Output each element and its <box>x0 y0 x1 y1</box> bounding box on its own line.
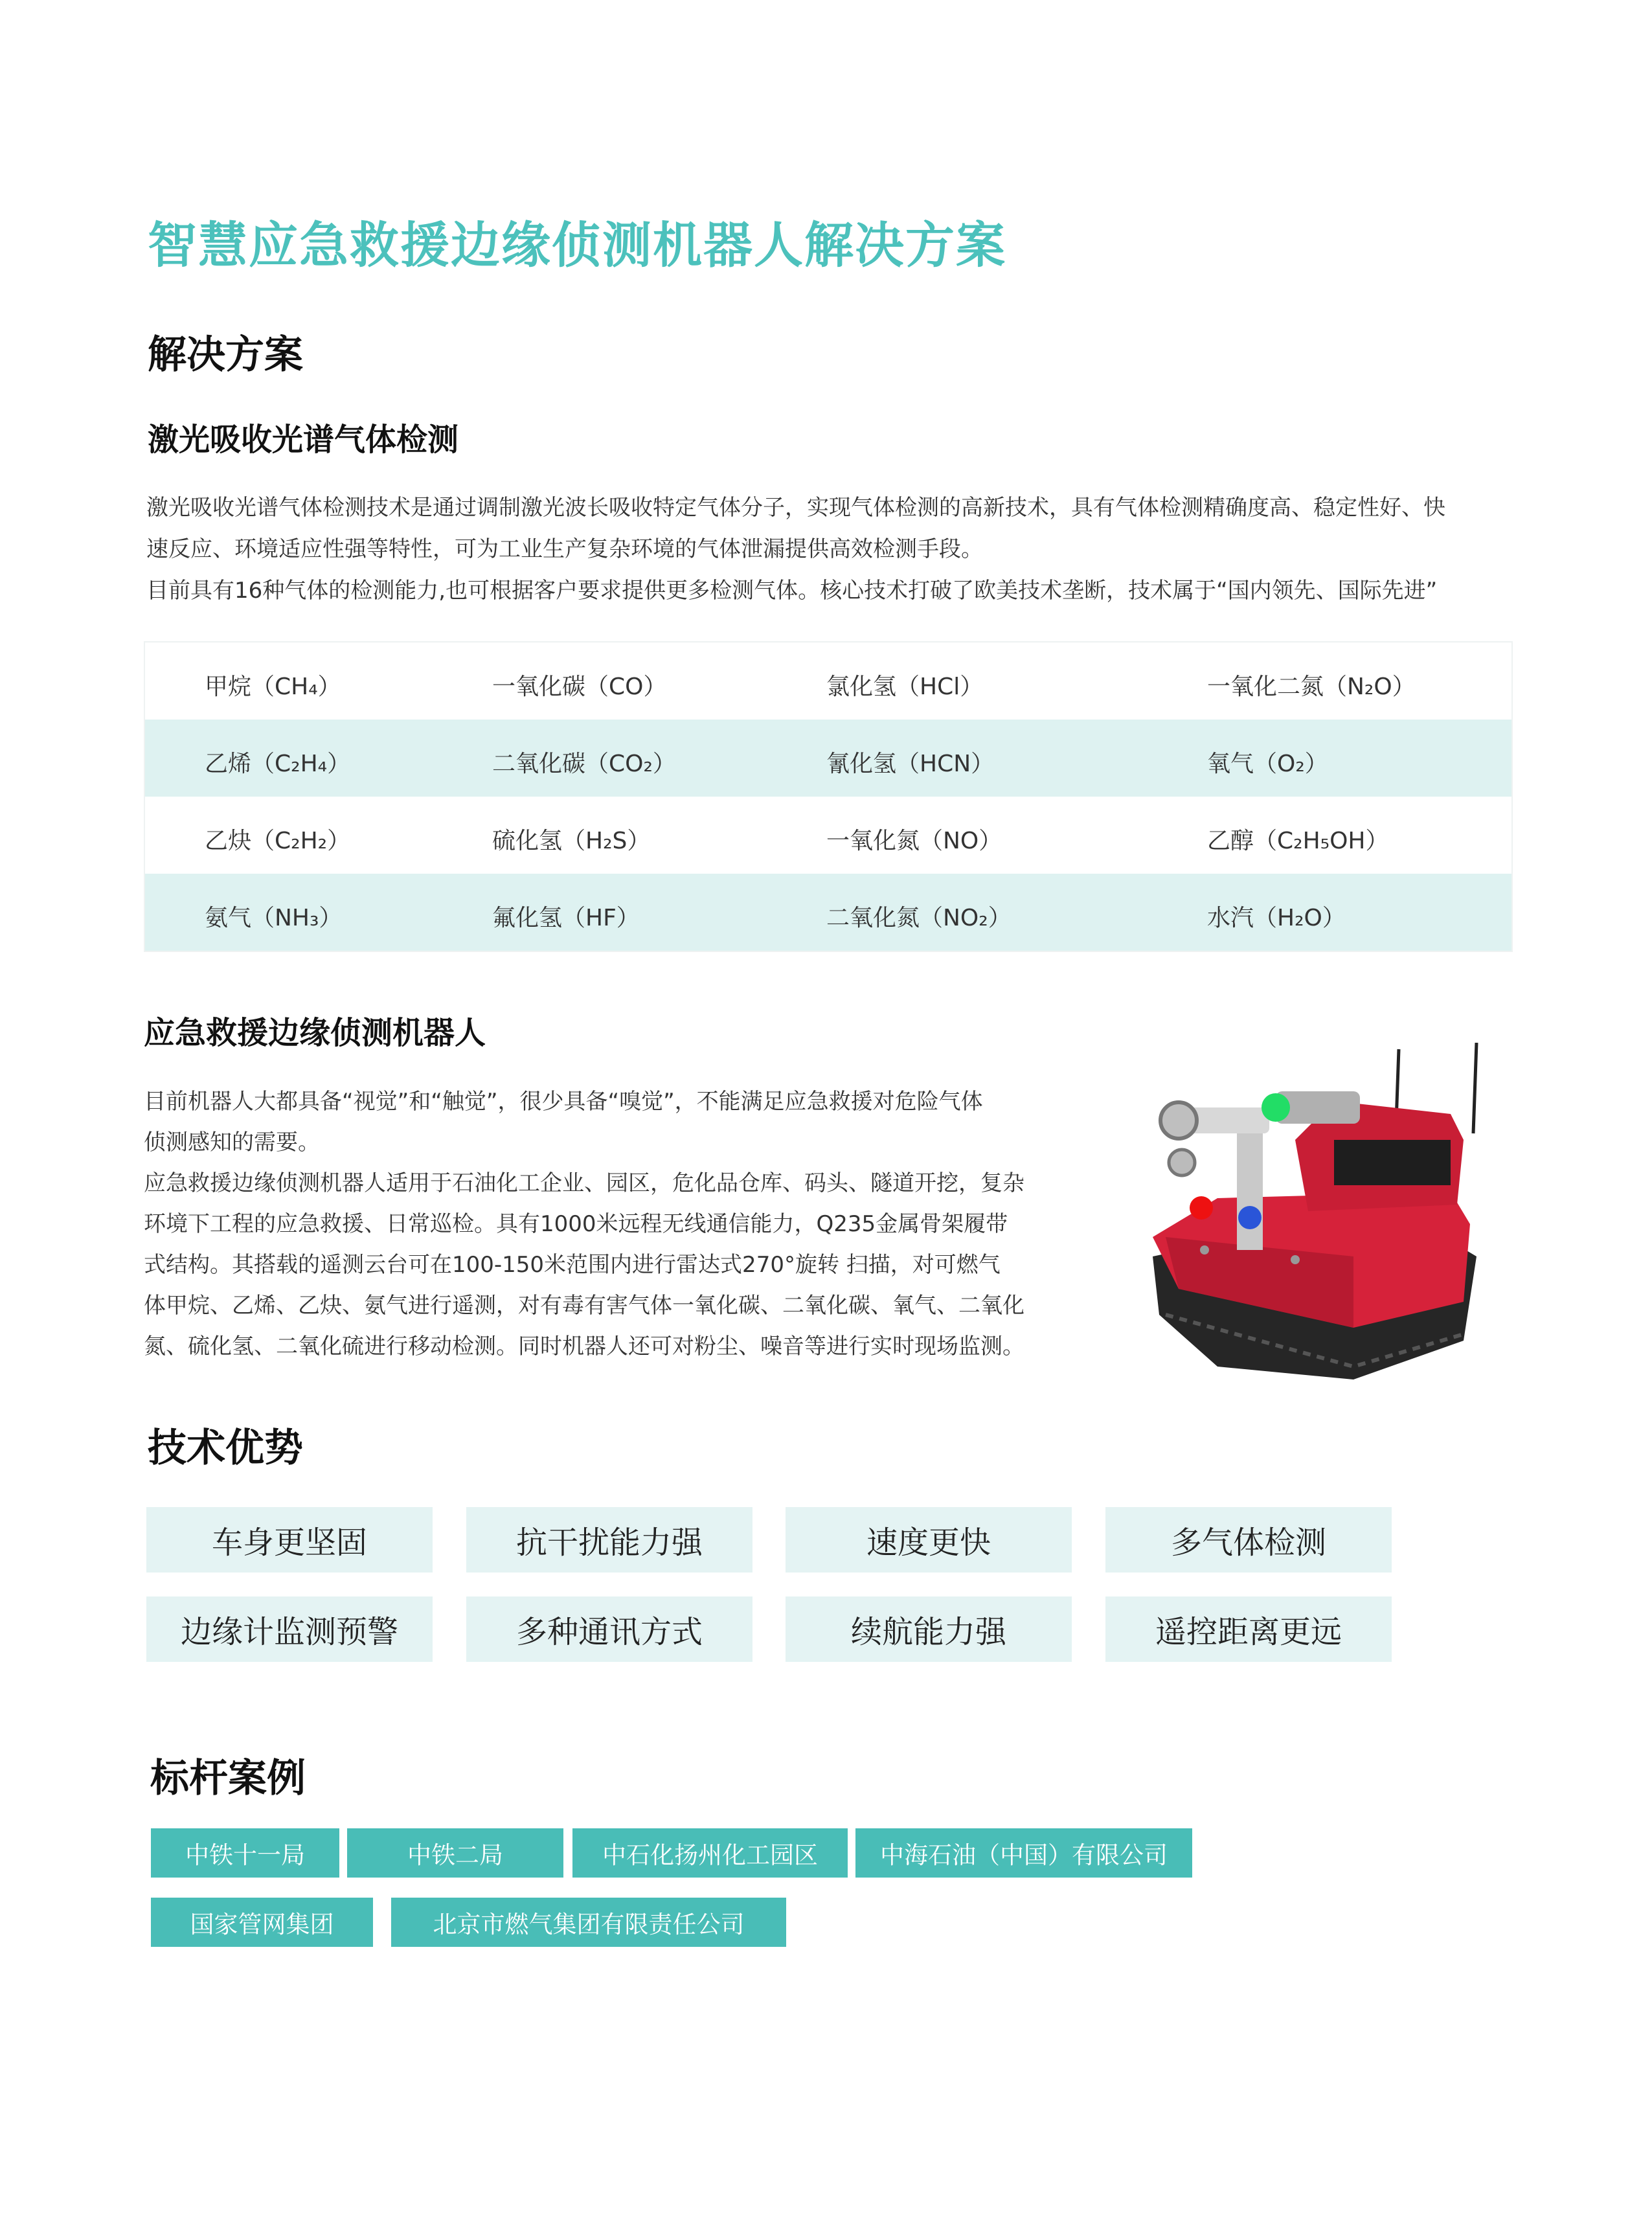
advantage-tag: 速度更快 <box>786 1507 1072 1573</box>
case-tag: 北京市燃气集团有限责任公司 <box>391 1898 786 1947</box>
robot-line: 目前机器人大都具备“视觉”和“触觉”，很少具备“嗅觉”，不能满足应急救援对危险气体 <box>144 1089 983 1115</box>
gas-cell: 甲烷（CH₄） <box>205 674 341 700</box>
subheading-laser: 激光吸收光谱气体检测 <box>148 422 459 458</box>
advantage-tag: 多种通讯方式 <box>466 1596 752 1662</box>
gas-cell: 氯化氢（HCl） <box>826 674 984 700</box>
case-tag: 中石化扬州化工园区 <box>572 1828 848 1878</box>
page-title: 智慧应急救援边缘侦测机器人解决方案 <box>148 216 1006 274</box>
gas-cell: 一氧化氮（NO） <box>826 828 1002 854</box>
case-tag: 国家管网集团 <box>151 1898 373 1947</box>
gas-cell: 氰化氢（HCN） <box>826 751 995 777</box>
case-tag: 中铁二局 <box>347 1828 563 1878</box>
advantage-tag: 边缘计监测预警 <box>146 1596 433 1662</box>
robot-line: 氮、硫化氢、二氧化硫进行移动检测。同时机器人还可对粉尘、噪音等进行实时现场监测。 <box>144 1334 1024 1359</box>
robot-line: 式结构。其搭载的遥测云台可在100-150米范围内进行雷达式270°旋转 扫描，对可燃气 <box>144 1252 1001 1278</box>
laser-line: 目前具有16种气体的检测能力,也可根据客户要求提供更多检测气体。核心技术打破了欧美技术垄断，技术属于“国内领先、国际先进” <box>146 578 1438 604</box>
advantage-tag: 抗干扰能力强 <box>466 1507 752 1573</box>
section-heading-advantages: 技术优势 <box>148 1425 303 1471</box>
gas-table <box>144 641 1513 952</box>
gas-cell: 一氧化碳（CO） <box>492 674 667 700</box>
laser-line: 激光吸收光谱气体检测技术是通过调制激光波长吸收特定气体分子，实现气体检测的高新技术，具有气体检测精确度高、稳定性好、快 <box>146 495 1445 521</box>
gas-cell: 水汽（H₂O） <box>1207 905 1346 931</box>
gas-cell: 氨气（NH₃） <box>205 905 343 931</box>
robot-line: 侦测感知的需要。 <box>144 1130 320 1155</box>
gas-cell: 乙炔（C₂H₂） <box>205 828 351 854</box>
advantage-tag: 车身更坚固 <box>146 1507 433 1573</box>
case-tag: 中海石油（中国）有限公司 <box>855 1828 1192 1878</box>
robot-image <box>1140 1043 1502 1380</box>
gas-cell: 二氧化碳（CO₂） <box>492 751 676 777</box>
gas-cell: 乙醇（C₂H₅OH） <box>1207 828 1389 854</box>
gas-table-row <box>145 642 1511 720</box>
gas-cell: 二氧化氮（NO₂） <box>826 905 1012 931</box>
advantage-tag: 遥控距离更远 <box>1105 1596 1392 1662</box>
case-tag: 中铁十一局 <box>151 1828 339 1878</box>
robot-paragraph <box>144 1082 1083 1367</box>
robot-line: 体甲烷、乙烯、乙炔、氨气进行遥测，对有毒有害气体一氧化碳、二氧化碳、氧气、二氧化 <box>144 1293 1024 1319</box>
gas-cell: 乙烯（C₂H₄） <box>205 751 351 777</box>
gas-cell: 硫化氢（H₂S） <box>492 828 651 854</box>
gas-table-row <box>145 797 1511 874</box>
gas-cell: 一氧化二氮（N₂O） <box>1207 674 1416 700</box>
advantage-tag: 续航能力强 <box>786 1596 1072 1662</box>
gas-cell: 氟化氢（HF） <box>492 905 640 931</box>
laser-paragraph <box>146 487 1526 611</box>
section-heading-solution: 解决方案 <box>148 332 303 378</box>
gas-table-row <box>145 720 1511 797</box>
advantage-tag: 多气体检测 <box>1105 1507 1392 1573</box>
robot-line: 环境下工程的应急救援、日常巡检。具有1000米远程无线通信能力，Q235金属骨架履带 <box>144 1211 1008 1237</box>
gas-cell: 氧气（O₂） <box>1207 751 1328 777</box>
gas-table-row <box>145 874 1511 951</box>
subheading-robot: 应急救援边缘侦测机器人 <box>144 1015 486 1051</box>
laser-line: 速反应、环境适应性强等特性，可为工业生产复杂环境的气体泄漏提供高效检测手段。 <box>146 536 983 562</box>
section-heading-cases: 标杆案例 <box>150 1756 306 1801</box>
robot-line: 应急救援边缘侦测机器人适用于石油化工企业、园区，危化品仓库、码头、隧道开挖，复杂 <box>144 1170 1024 1196</box>
